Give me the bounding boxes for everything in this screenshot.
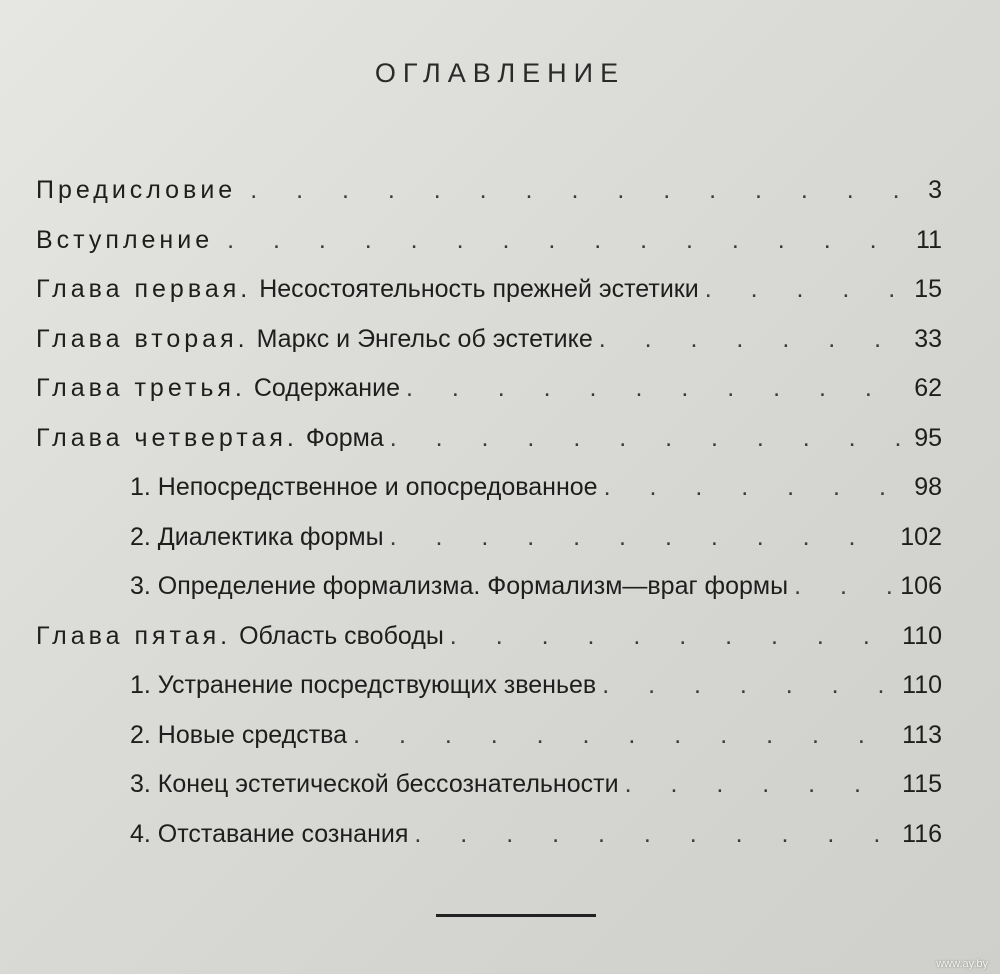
toc-subentry-5-1 [36,671,942,721]
toc-entry-chapter-3 [36,374,942,424]
dot-leader [604,473,902,502]
dot-leader [602,671,896,700]
toc-entry-title: Несостоятельность прежней эстетики [259,275,699,303]
dot-leader [390,523,895,552]
dot-leader [414,820,896,849]
toc-entry-title: 4. Отставание сознания [130,819,409,848]
closing-rule [436,914,596,917]
toc-page-number: 113 [902,720,942,749]
page-title: ОГЛАВЛЕНИЕ [374,58,626,88]
toc-page-number: 115 [902,770,942,798]
toc-page-number: 62 [914,374,942,402]
toc-entry-chapter-4 [36,424,942,474]
toc-entry-title: 3. Определение формализма. Формализм—враг формы [130,572,789,600]
toc-entry-title: 1. Непосредственное и опосредованное [130,473,598,501]
toc-subentry-4-3 [36,572,942,622]
toc-entry-title: Область свободы [239,621,444,650]
toc-page-number: 110 [902,671,942,699]
toc-entry-title: 3. Конец эстетической бессознательности [130,770,619,798]
toc-entry-introduction [36,226,942,276]
toc-entry-title: 1. Устранение посредствующих звеньев [130,671,597,699]
toc-entry-label: Глава четвертая. [36,423,298,452]
toc-entry-label: Глава вторая. [36,324,249,353]
toc-page-number: 11 [916,225,942,254]
dot-leader [599,325,902,354]
table-of-contents [36,176,942,869]
toc-entry-title: Содержание [253,374,400,402]
toc-subentry-5-2 [36,721,942,771]
dot-leader [794,572,894,601]
toc-entry-chapter-1 [36,275,942,325]
toc-entry-label: Глава первая. [36,275,252,303]
toc-entry-title: 2. Диалектика формы [130,522,384,551]
dot-leader [390,424,902,453]
dot-leader [227,226,902,255]
toc-entry-label: Глава пятая. [36,621,232,650]
dot-leader [250,176,902,205]
toc-page-number: 110 [902,621,942,650]
dot-leader [705,275,902,304]
dot-leader [625,770,897,799]
toc-page-number: 3 [928,176,942,204]
toc-page-number: 95 [914,423,942,452]
toc-page-number: 15 [914,275,942,303]
toc-entry-preface [36,176,942,226]
toc-entry-chapter-5 [36,622,942,672]
toc-entry-title: Форма [305,423,384,452]
dot-leader [353,721,896,750]
toc-entry-label: Глава третья. [36,374,246,402]
toc-page-number: 106 [900,572,942,600]
toc-subentry-4-1 [36,473,942,523]
toc-entry-title: Маркс и Энгельс об эстетике [256,324,593,353]
toc-page-number: 102 [900,522,942,551]
toc-page-number: 98 [914,473,942,501]
toc-entry-label: Вступление [36,225,214,254]
toc-entry-chapter-2 [36,325,942,375]
toc-subentry-5-4 [36,820,942,870]
toc-entry-label: Предисловие [36,176,237,204]
toc-subentry-5-3 [36,770,942,820]
toc-page-number: 33 [914,324,942,353]
toc-page-number: 116 [902,819,942,848]
toc-entry-title: 2. Новые средства [130,720,348,749]
watermark: www.ay.by [936,958,988,970]
dot-leader [450,622,896,651]
dot-leader [406,374,902,403]
toc-subentry-4-2 [36,523,942,573]
